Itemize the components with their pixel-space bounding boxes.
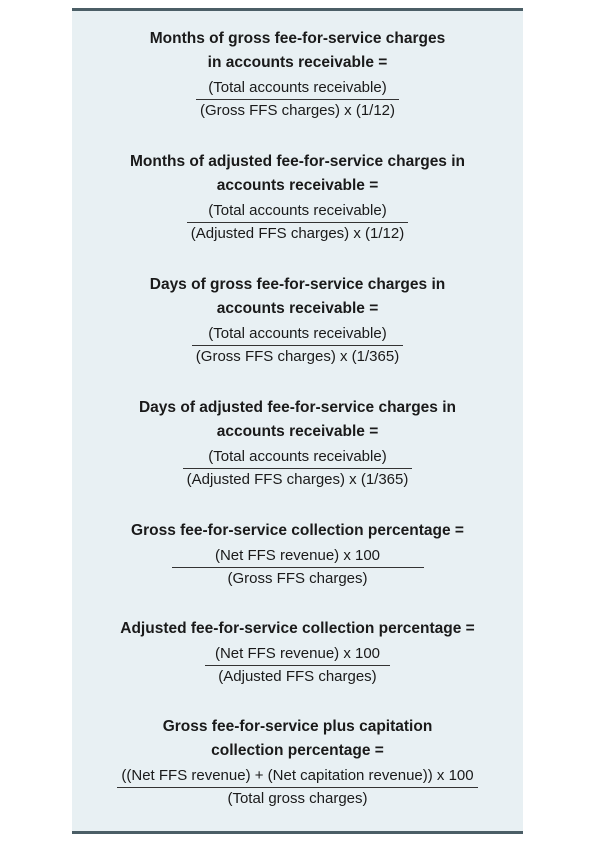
fraction-numerator: (Total accounts receivable): [187, 200, 408, 223]
formula-title-line: Gross fee-for-service plus capitation: [162, 718, 433, 735]
fraction-denominator: (Gross FFS charges) x (1/12): [199, 102, 396, 119]
fraction-denominator: (Gross FFS charges): [227, 570, 368, 587]
fraction-denominator: (Gross FFS charges) x (1/365): [195, 348, 400, 365]
formula-title-line: collection percentage =: [211, 742, 384, 759]
fraction-numerator: (Total accounts receivable): [196, 77, 399, 100]
formula-title: [72, 715, 523, 763]
fraction-denominator: (Total gross charges): [227, 790, 368, 807]
formula-title: [72, 27, 523, 75]
formula-title: [72, 273, 523, 321]
formula-title: [72, 396, 523, 444]
fraction-denominator: (Adjusted FFS charges) x (1/365): [186, 471, 409, 488]
formula-title-line: accounts receivable =: [216, 300, 379, 317]
formula-months-gross-ffs: [72, 27, 523, 122]
formula-days-gross-ffs: [72, 273, 523, 368]
formula-title-line: Days of adjusted fee-for-service charges in: [138, 399, 456, 416]
fraction-numerator: (Total accounts receivable): [183, 446, 413, 469]
formula-months-adjusted-ffs: [72, 150, 523, 245]
formula-title-line: Adjusted fee-for-service collection percentage =: [120, 620, 475, 637]
fraction: [117, 765, 477, 810]
fraction: [187, 200, 408, 245]
formula-title-line: Days of gross fee-for-service charges in: [149, 276, 446, 293]
fraction-numerator: (Net FFS revenue) x 100: [205, 643, 390, 666]
formula-title: [72, 150, 523, 198]
fraction: [183, 446, 413, 491]
fraction-numerator: ((Net FFS revenue) + (Net capitation revenue)) x 100: [117, 765, 477, 788]
formula-title-line: accounts receivable =: [216, 423, 379, 440]
formula-title-line: in accounts receivable =: [207, 54, 388, 71]
fraction: [196, 77, 399, 122]
formula-title-line: Months of gross fee-for-service charges: [149, 30, 446, 47]
formula-gross-plus-capitation-collection-percentage: [72, 715, 523, 810]
fraction-numerator: (Net FFS revenue) x 100: [172, 545, 424, 568]
formula-title-line: Gross fee-for-service collection percentage =: [131, 522, 464, 539]
formula-title-line: Months of adjusted fee-for-service charges in: [129, 153, 466, 170]
fraction-denominator: (Adjusted FFS charges): [218, 668, 377, 685]
fraction-numerator: (Total accounts receivable): [192, 323, 403, 346]
formula-panel: [72, 8, 523, 834]
formula-adjusted-collection-percentage: [72, 617, 523, 688]
fraction: [172, 545, 424, 590]
fraction: [205, 643, 390, 688]
formula-title-line: accounts receivable =: [216, 177, 379, 194]
formula-gross-collection-percentage: [72, 519, 523, 590]
fraction-denominator: (Adjusted FFS charges) x (1/12): [190, 225, 405, 242]
formula-title: [72, 519, 523, 543]
fraction: [192, 323, 403, 368]
formula-days-adjusted-ffs: [72, 396, 523, 491]
formula-title: [72, 617, 523, 641]
